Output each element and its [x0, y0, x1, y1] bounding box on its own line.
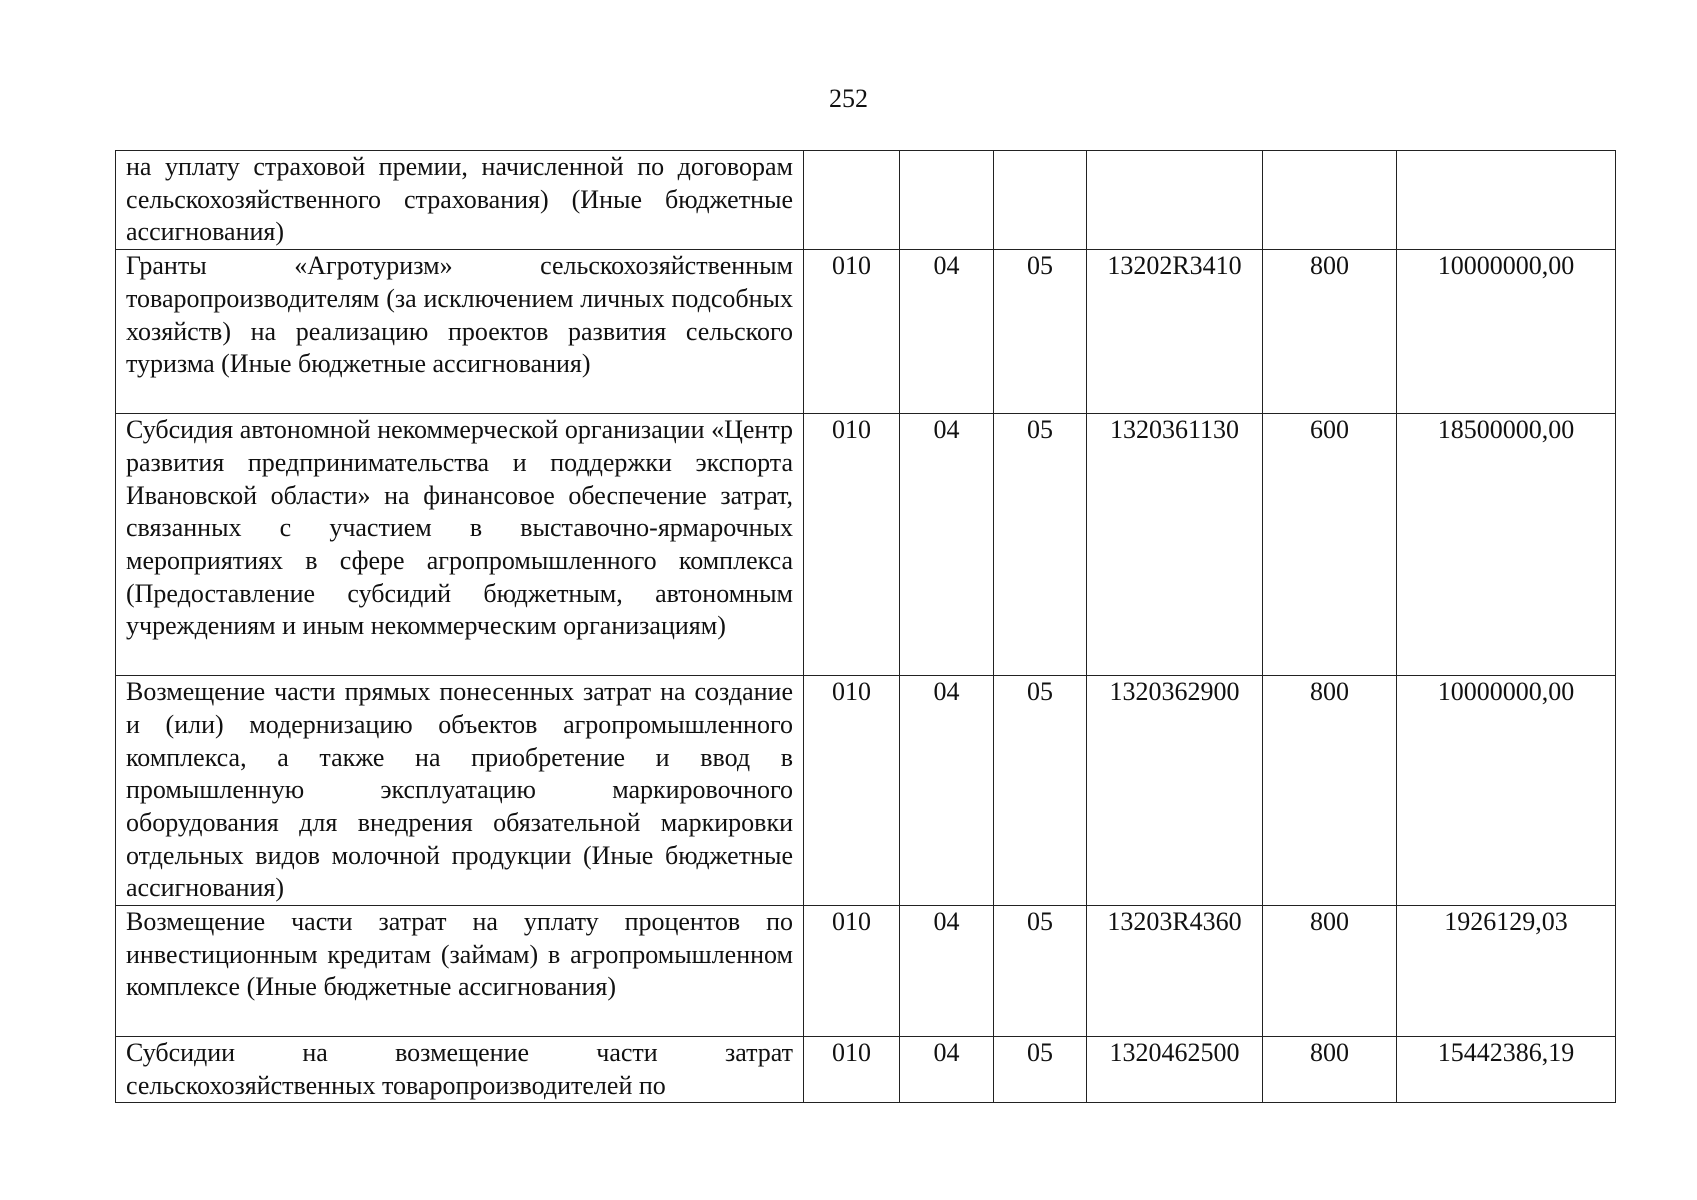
- row-subsection-code: 05: [994, 676, 1087, 906]
- row-amount: 15442386,19: [1397, 1037, 1616, 1103]
- row-description: на уплату страховой премии, начисленной по договорам сельскохозяйственного страхования) (Иные бюджетные ассигнования): [116, 151, 804, 250]
- row-expense-type: [1263, 151, 1397, 250]
- row-section-code: 04: [900, 906, 994, 1037]
- row-target-code: [1087, 151, 1263, 250]
- row-expense-type: 800: [1263, 250, 1397, 414]
- budget-table: [115, 150, 1616, 1103]
- table-row: [116, 906, 1616, 1037]
- row-section-code: 04: [900, 414, 994, 676]
- row-subsection-code: 05: [994, 250, 1087, 414]
- row-amount: 1926129,03: [1397, 906, 1616, 1037]
- row-amount: 10000000,00: [1397, 250, 1616, 414]
- row-description: Субсидии на возмещение части затрат сельскохозяйственных товаропроизводителей по: [116, 1037, 804, 1103]
- row-gr-code: 010: [804, 1037, 900, 1103]
- table-row: [116, 414, 1616, 676]
- row-section-code: 04: [900, 1037, 994, 1103]
- row-gr-code: 010: [804, 906, 900, 1037]
- row-description: Субсидия автономной некоммерческой организации «Центр развития предпринимательства и поддержки экспорта Ивановской области» на финансовое обеспечение затрат, связанных с участием в выставочно-ярмарочных мероприятиях в сфере агропромышленного комплекса (Предоставление субсидий бюджетным, автономным учреждениям и иным некоммерческим организациям): [116, 414, 804, 676]
- row-expense-type: 800: [1263, 676, 1397, 906]
- row-subsection-code: 05: [994, 414, 1087, 676]
- row-gr-code: 010: [804, 414, 900, 676]
- row-description: Возмещение части затрат на уплату процентов по инвестиционным кредитам (займам) в агропромышленном комплексе (Иные бюджетные ассигнования): [116, 906, 804, 1037]
- row-subsection-code: 05: [994, 906, 1087, 1037]
- table-row: [116, 250, 1616, 414]
- row-description: Возмещение части прямых понесенных затрат на создание и (или) модернизацию объектов агропромышленного комплекса, а также на приобретение и ввод в промышленную эксплуатацию маркировочного оборудования для внедрения обязательной маркировки отдельных видов молочной продукции (Иные бюджетные ассигнования): [116, 676, 804, 906]
- row-target-code: 13202R3410: [1087, 250, 1263, 414]
- table-row: [116, 676, 1616, 906]
- row-amount: 18500000,00: [1397, 414, 1616, 676]
- row-description: Гранты «Агротуризм» сельскохозяйственным товаропроизводителям (за исключением личных подсобных хозяйств) на реализацию проектов развития сельского туризма (Иные бюджетные ассигнования): [116, 250, 804, 414]
- row-section-code: 04: [900, 250, 994, 414]
- row-expense-type: 800: [1263, 906, 1397, 1037]
- row-expense-type: 800: [1263, 1037, 1397, 1103]
- row-target-code: 1320362900: [1087, 676, 1263, 906]
- row-amount: [1397, 151, 1616, 250]
- row-gr-code: [804, 151, 900, 250]
- row-subsection-code: [994, 151, 1087, 250]
- row-target-code: 13203R4360: [1087, 906, 1263, 1037]
- row-gr-code: 010: [804, 676, 900, 906]
- table-row: [116, 1037, 1616, 1103]
- row-section-code: 04: [900, 676, 994, 906]
- page-number: 252: [829, 84, 868, 113]
- row-gr-code: 010: [804, 250, 900, 414]
- row-expense-type: 600: [1263, 414, 1397, 676]
- table-row: [116, 151, 1616, 250]
- row-section-code: [900, 151, 994, 250]
- row-amount: 10000000,00: [1397, 676, 1616, 906]
- row-subsection-code: 05: [994, 1037, 1087, 1103]
- row-target-code: 1320361130: [1087, 414, 1263, 676]
- row-target-code: 1320462500: [1087, 1037, 1263, 1103]
